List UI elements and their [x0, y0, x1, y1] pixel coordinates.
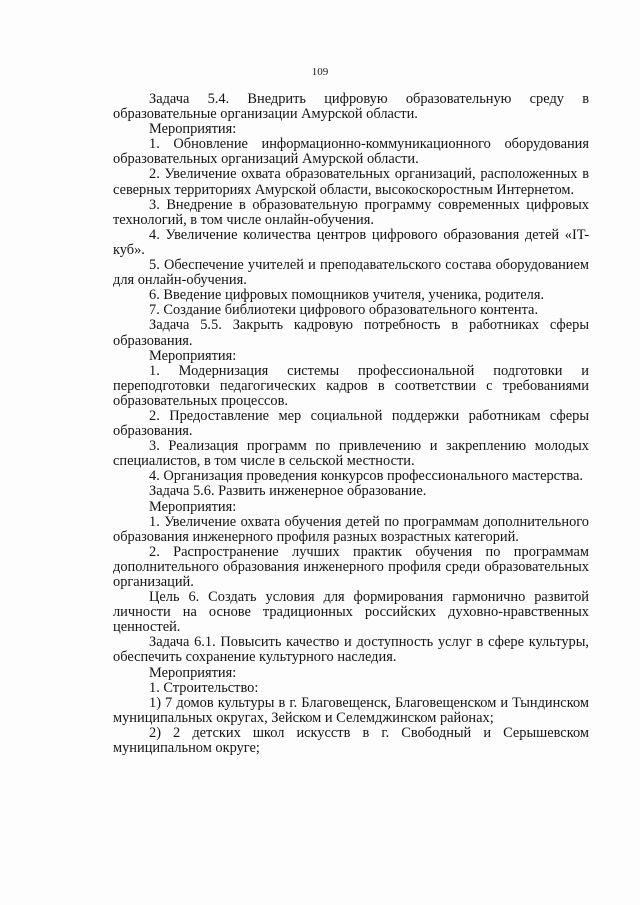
list-item: 2. Предоставление мер социальной поддержки работникам сферы образования.: [113, 407, 589, 440]
measures-label: Мероприятия:: [149, 121, 237, 138]
list-item: 4. Увеличение количества центров цифрового образования детей «IT-куб».: [113, 226, 589, 258]
page-number: 109: [311, 66, 329, 78]
task-heading: Задача 6.1. Повысить качество и доступность услуг в сфере культуры, обеспечить сохранение культурного наследия.: [113, 634, 589, 666]
list-item: 2. Увеличение охвата образовательных организаций, расположенных в северных территориях Амурской области, высокоскоростным Интернетом.: [113, 166, 589, 198]
list-item: 6. Введение цифровых помощников учителя, ученика, родителя.: [149, 287, 545, 304]
list-item: 1. Увеличение охвата обучения детей по программам дополнительного образования инженерного профиля разных возрастных категорий.: [113, 513, 589, 545]
task-heading: Задача 5.6. Развить инженерное образование.: [149, 483, 427, 500]
list-item: 2. Распространение лучших практик обучения по программам дополнительного образования инженерного профиля среди образовательных организаций.: [113, 543, 589, 590]
measures-label: Мероприятия:: [149, 498, 237, 515]
list-item: 2) 2 детских школ искусств в г. Свободный и Серышевском муниципальном округе;: [113, 724, 589, 757]
body-text: [113, 92, 589, 756]
task-heading: Задача 5.4. Внедрить цифровую образовательную среду в образовательные организации Амурской области.: [113, 91, 589, 123]
list-item: 1) 7 домов культуры в г. Благовещенск, Благовещенском и Тындинском муниципальных округах, Зейском и Селемджинском районах;: [113, 694, 589, 726]
list-item: 5. Обеспечение учителей и преподавательского состава оборудованием для онлайн-обучения.: [113, 257, 589, 289]
measures-label: Мероприятия:: [149, 347, 237, 364]
list-item: 3. Реализация программ по привлечению и закреплению молодых специалистов, в том числе в сельской местности.: [113, 438, 589, 470]
list-item: 1. Строительство:: [149, 679, 259, 696]
task-heading: Задача 5.5. Закрыть кадровую потребность в работниках сферы образования.: [113, 317, 589, 349]
list-item: 1. Модернизация системы профессиональной подготовки и переподготовки педагогических кадров в соответствии с требованиями образовательных процессов.: [113, 362, 589, 409]
list-item: 4. Организация проведения конкурсов профессионального мастерства.: [149, 468, 583, 485]
measures-label: Мероприятия:: [149, 664, 237, 681]
list-item: 1. Обновление информационно-коммуникационного оборудования образовательных организаций Амурской области.: [113, 136, 589, 168]
goal-heading: Цель 6. Создать условия для формирования гармонично развитой личности на основе традиционных российских духовно-нравственных ценностей.: [113, 589, 589, 636]
list-item: 7. Создание библиотеки цифрового образовательного контента.: [149, 302, 539, 319]
list-item: 3. Внедрение в образовательную программу современных цифровых технологий, в том числе онлайн-обучения.: [113, 196, 589, 228]
